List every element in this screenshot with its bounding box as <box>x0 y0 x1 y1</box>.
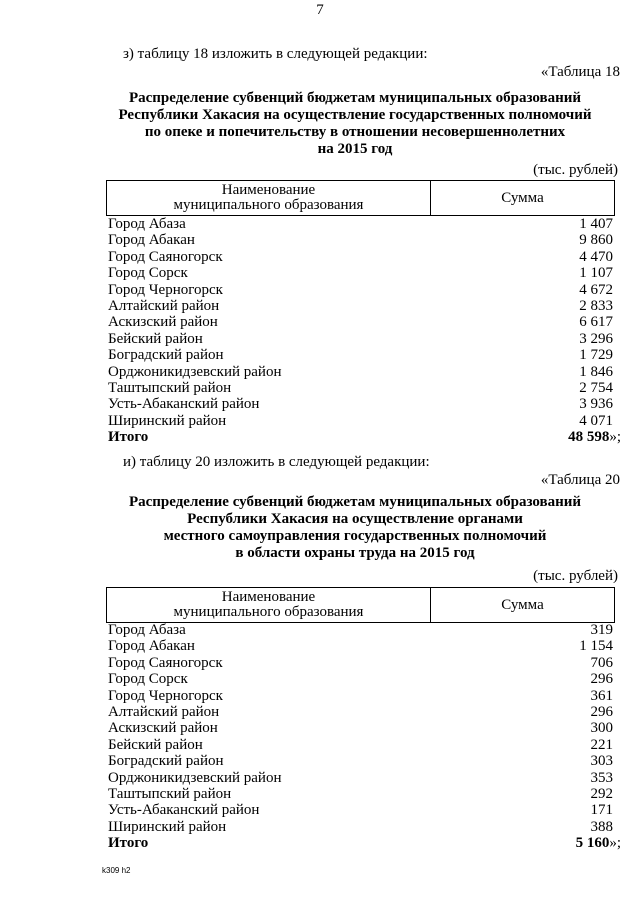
row-name: Город Абакан <box>108 638 195 655</box>
row-name: Боградский район <box>108 753 224 770</box>
table-row <box>108 671 613 687</box>
title-line: Республики Хакасия на осуществление государственных полномочий <box>118 107 592 123</box>
section1-title <box>50 90 640 158</box>
closing-quote: »; <box>609 429 621 446</box>
header-name-column <box>107 181 431 215</box>
title-line: на 2015 год <box>317 141 393 157</box>
row-value: 4 071 <box>579 412 613 429</box>
table-row <box>108 802 613 818</box>
table-row <box>108 753 613 769</box>
table-row <box>108 786 613 802</box>
row-value: 1 729 <box>579 347 613 364</box>
title-line: Распределение субвенций бюджетам муниципальных образований <box>128 494 582 510</box>
row-value: 300 <box>590 720 613 737</box>
row-value: 2 754 <box>579 379 613 396</box>
row-name: Город Черногорск <box>108 687 223 704</box>
title-line: местного самоуправления государственных полномочий <box>163 528 547 544</box>
table-row <box>108 396 613 412</box>
row-value: 1 154 <box>579 638 613 655</box>
row-name: Алтайский район <box>108 703 220 720</box>
table-row <box>108 364 613 380</box>
total-value: 48 598 <box>568 429 610 446</box>
row-value: 353 <box>590 769 613 786</box>
total-value: 5 160 <box>575 835 610 852</box>
row-name: Город Саяногорск <box>108 654 223 671</box>
table-row <box>108 688 613 704</box>
row-name: Алтайский район <box>108 297 220 314</box>
table-row <box>108 413 613 429</box>
table-row <box>108 265 613 281</box>
row-name: Усть-Абаканский район <box>108 396 260 413</box>
header-name-column <box>107 588 431 622</box>
row-name: Бейский район <box>108 736 203 753</box>
section2-table-body <box>108 622 621 852</box>
table-row <box>108 232 613 248</box>
row-value: 319 <box>590 622 613 638</box>
row-name: Город Саяногорск <box>108 248 223 265</box>
table-row <box>108 331 613 347</box>
row-value: 1 846 <box>579 363 613 380</box>
header-sum-column: Сумма <box>501 596 544 613</box>
section2-table-header <box>106 587 615 623</box>
section1-unit: (тыс. рублей) <box>533 162 618 178</box>
row-value: 296 <box>590 703 613 720</box>
row-value: 221 <box>590 736 613 753</box>
total-label: Итого <box>108 429 149 446</box>
title-line: Республики Хакасия на осуществление органами <box>187 511 523 527</box>
table-row <box>108 622 613 638</box>
row-value: 361 <box>590 687 613 704</box>
row-value: 303 <box>590 753 613 770</box>
row-name: Бейский район <box>108 330 203 347</box>
row-name: Город Сорск <box>108 265 188 282</box>
row-name: Таштыпский район <box>108 379 232 396</box>
title-line: по опеке и попечительству в отношении несовершеннолетних <box>144 124 566 140</box>
row-value: 292 <box>590 785 613 802</box>
row-value: 9 860 <box>579 232 613 249</box>
row-name: Ширинский район <box>108 412 227 429</box>
table-row <box>108 720 613 736</box>
row-value: 296 <box>590 671 613 688</box>
footer-code: k309 h2 <box>102 866 131 875</box>
header-text: муниципального образования <box>173 197 364 213</box>
table-row <box>108 298 613 314</box>
table-row <box>108 314 613 330</box>
title-line: Распределение субвенций бюджетам муниципальных образований <box>128 90 582 106</box>
row-name: Ширинский район <box>108 818 227 835</box>
section1-table-label: «Таблица 18 <box>540 64 620 80</box>
table-row <box>108 704 613 720</box>
header-text: Наименование <box>221 589 316 605</box>
total-row <box>108 429 621 446</box>
row-value: 3 936 <box>579 396 613 413</box>
row-name: Усть-Абаканский район <box>108 802 260 819</box>
table-row <box>108 819 613 835</box>
row-value: 4 672 <box>579 281 613 298</box>
table-row <box>108 770 613 786</box>
table-row <box>108 216 613 232</box>
section2-unit: (тыс. рублей) <box>533 568 618 584</box>
row-value: 3 296 <box>579 330 613 347</box>
row-name: Таштыпский район <box>108 785 232 802</box>
table-row <box>108 347 613 363</box>
row-value: 388 <box>590 818 613 835</box>
section2-intro: и) таблицу 20 изложить в следующей редакции: <box>123 454 430 470</box>
section1-table-body <box>108 216 621 446</box>
row-name: Аскизский район <box>108 314 218 331</box>
table-row <box>108 282 613 298</box>
title-line: в области охраны труда на 2015 год <box>235 545 475 561</box>
table-row <box>108 655 613 671</box>
row-name: Город Черногорск <box>108 281 223 298</box>
section1-intro: з) таблицу 18 изложить в следующей редакции: <box>123 46 428 62</box>
total-row <box>108 835 621 852</box>
row-value: 171 <box>590 802 613 819</box>
row-value: 6 617 <box>579 314 613 331</box>
row-name: Город Абакан <box>108 232 195 249</box>
row-name: Город Абаза <box>108 216 186 232</box>
table-row <box>108 380 613 396</box>
page-number: 7 <box>316 2 324 18</box>
section1-table-header <box>106 180 615 216</box>
row-name: Орджоникидзевский район <box>108 769 282 786</box>
header-sum-column: Сумма <box>501 189 544 206</box>
section2-table-label: «Таблица 20 <box>540 472 620 488</box>
total-label: Итого <box>108 835 149 852</box>
row-name: Орджоникидзевский район <box>108 363 282 380</box>
header-text: Наименование <box>221 182 316 198</box>
table-row <box>108 737 613 753</box>
row-name: Боградский район <box>108 347 224 364</box>
row-value: 2 833 <box>579 297 613 314</box>
row-value: 1 107 <box>579 265 613 282</box>
header-text: муниципального образования <box>173 604 364 620</box>
row-name: Аскизский район <box>108 720 218 737</box>
row-value: 1 407 <box>579 216 613 232</box>
section2-title <box>50 494 640 562</box>
row-name: Город Абаза <box>108 622 186 638</box>
closing-quote: »; <box>609 835 621 852</box>
row-value: 4 470 <box>579 248 613 265</box>
row-value: 706 <box>590 654 613 671</box>
row-name: Город Сорск <box>108 671 188 688</box>
table-row <box>108 249 613 265</box>
table-row <box>108 638 613 654</box>
